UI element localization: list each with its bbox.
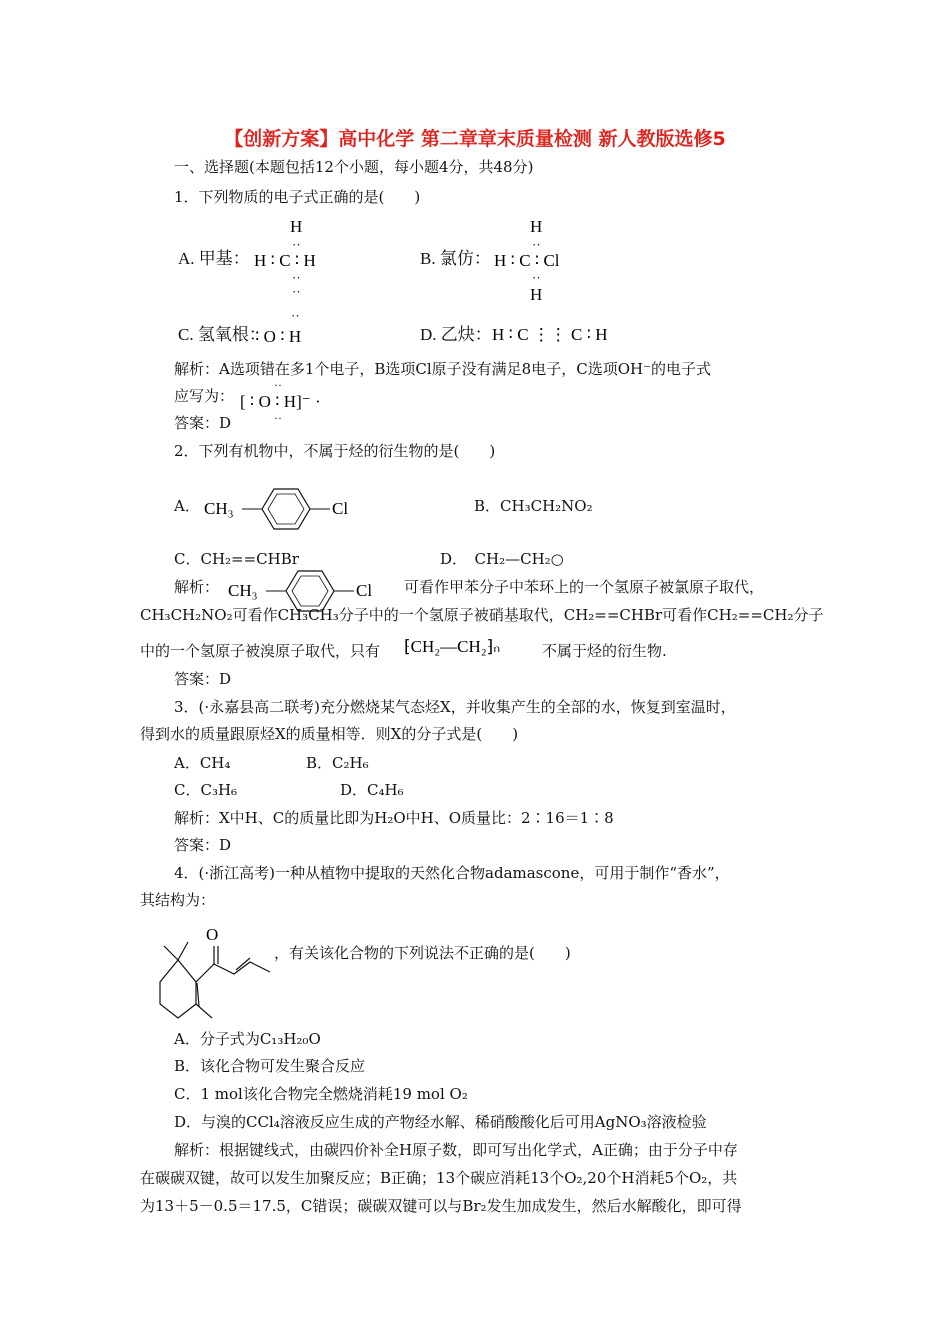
q4-analysis-2: 在碳碳双键，故可以发生加聚反应；B正确；13个碳应消耗13个O₂,20个H消耗5个O₂，共 [140,1169,738,1187]
q2-analysis-3a: 中的一个氢原子被溴原子取代，只有 [140,642,381,660]
section-heading: 一、选择题(本题包括12个小题，每小题4分，共48分) [174,158,534,176]
q4-option-d: D．与溴的CCl₄溶液反应生成的产物经水解、稀硝酸酸化后可用AgNO₃溶液检验 [174,1113,707,1131]
q1-option-d-label: D. 乙炔： [420,325,492,344]
q2-option-a-structure [200,483,360,533]
svg-text:∶ O ∶ H: ∶ O ∶ H [255,327,302,346]
q2-option-b: B．CH₃CH₂NO₂ [474,497,593,515]
q4-stem-3: ，有关该化合物的下列说法不正确的是( ) [274,944,571,962]
q4-option-a: A．分子式为C₁₃H₂₀O [174,1030,321,1048]
page-title: 【创新方案】高中化学 第二章章末质量检测 新人教版选修5 [224,128,726,150]
q1-option-b-formula [492,212,602,307]
svg-text:Cl: Cl [332,499,349,518]
q3-analysis: 解析：X中H、C的质量比即为H₂O中H、O质量比：2∶16＝1∶8 [174,809,614,827]
svg-text:··: ·· [274,411,282,422]
svg-text:··: ·· [292,237,301,252]
q1-option-d-formula [490,314,630,344]
q2-analysis-2: CH₃CH₂NO₂可看作CH₃CH₃分子中的一个氢原子被硝基取代，CH₂==CHBr可看作CH₂==CH₂分子 [140,606,824,624]
q3-option-c: C．C₃H₆ [174,781,238,799]
q1-analysis: 解析：A选项错在多1个电子，B选项Cl原子没有满足8电子，C选项OH⁻的电子式 [174,360,711,378]
svg-text:H ∶ C ∶ Cl: H ∶ C ∶ Cl [494,251,560,270]
q2-option-d: D． CH₂—CH₂○ [440,550,564,568]
q2-option-a: A． [174,497,200,515]
q4-option-c: C．1 mol该化合物完全燃烧消耗19 mol O₂ [174,1085,468,1103]
q2-answer: 答案：D [174,670,232,688]
q3-answer: 答案：D [174,836,232,854]
q1-answer: 答案：D [174,414,232,432]
svg-text:H: H [530,217,543,236]
q4-stem-1: 4．(·浙江高考)一种从植物中提取的天然化合物adamascone，可用于制作“香水”， [174,864,730,882]
q3-stem-1: 3．(·永嘉县高二联考)充分燃烧某气态烃X，并收集产生的全部的水，恢复到室温时， [174,698,736,716]
svg-text:CH₃: CH₃ [204,499,234,518]
svg-text:H ∶ C ∶ H: H ∶ C ∶ H [254,251,316,270]
q2-stem: 2．下列有机物中，不属于烃的衍生物的是( ) [174,442,496,460]
svg-text:CH₃: CH₃ [228,581,258,600]
svg-text:H: H [290,217,303,236]
q1-option-a-label: A. 甲基： [178,249,250,268]
svg-text:··: ·· [292,284,301,299]
q3-stem-2: 得到水的质量跟原烃X的质量相等．则X的分子式是( ) [140,725,519,743]
svg-text:··: ·· [532,237,541,252]
q2-analysis-start: 解析： [174,578,220,596]
svg-text:··: ·· [291,308,300,323]
svg-text:··: ·· [532,270,541,285]
q1-stem: 1．下列物质的电子式正确的是( ) [174,188,421,206]
q4-option-b: B．该化合物可发生聚合反应 [174,1057,366,1075]
svg-text:H: H [530,285,543,304]
svg-text:··: ·· [274,380,282,392]
q2-analysis-3b: 不属于烃的衍生物. [542,642,667,660]
q1-option-b-label: B. 氯仿： [420,249,491,268]
q1-option-a-formula [250,212,360,312]
svg-text:··: ·· [292,270,301,285]
q1-hydroxide-formula [236,380,366,422]
q1-option-c-label: C. 氢氧根： [178,325,266,344]
svg-text:O: O [206,925,219,944]
q3-option-d: D．C₄H₆ [340,781,404,799]
q2-option-c: C．CH₂==CHBr [174,550,299,568]
q3-option-a: A．CH₄ [174,754,231,772]
q1-analysis-2: 应写为： [174,387,235,405]
q4-analysis-3: 为13＋5－0.5＝17.5，C错误；碳碳双键可以与Br₂发生加成发生，然后水解酸化，即可得 [140,1197,742,1215]
q4-analysis-1: 解析：根据键线式，由碳四价补全H原子数，即可写出化学式，A正确；由于分子中存 [174,1141,738,1159]
svg-text:[ ∶ O ∶ H]⁻ ·: [ ∶ O ∶ H]⁻ · [240,392,321,411]
q4-adamascone-structure [150,920,275,1025]
svg-text:Cl: Cl [356,581,373,600]
q1-option-c-formula [255,308,355,348]
q4-stem-2: 其结构为： [140,891,216,909]
q3-option-b: B．C₂H₆ [306,754,369,772]
svg-text:⁅CH₂—CH₂⁆ₙ: ⁅CH₂—CH₂⁆ₙ [404,637,501,656]
q2-analysis-1: 可看作甲苯分子中苯环上的一个氢原子被氯原子取代， [404,578,765,596]
svg-text:H ∶ C ⋮⋮ C ∶ H: H ∶ C ⋮⋮ C ∶ H [492,325,608,344]
